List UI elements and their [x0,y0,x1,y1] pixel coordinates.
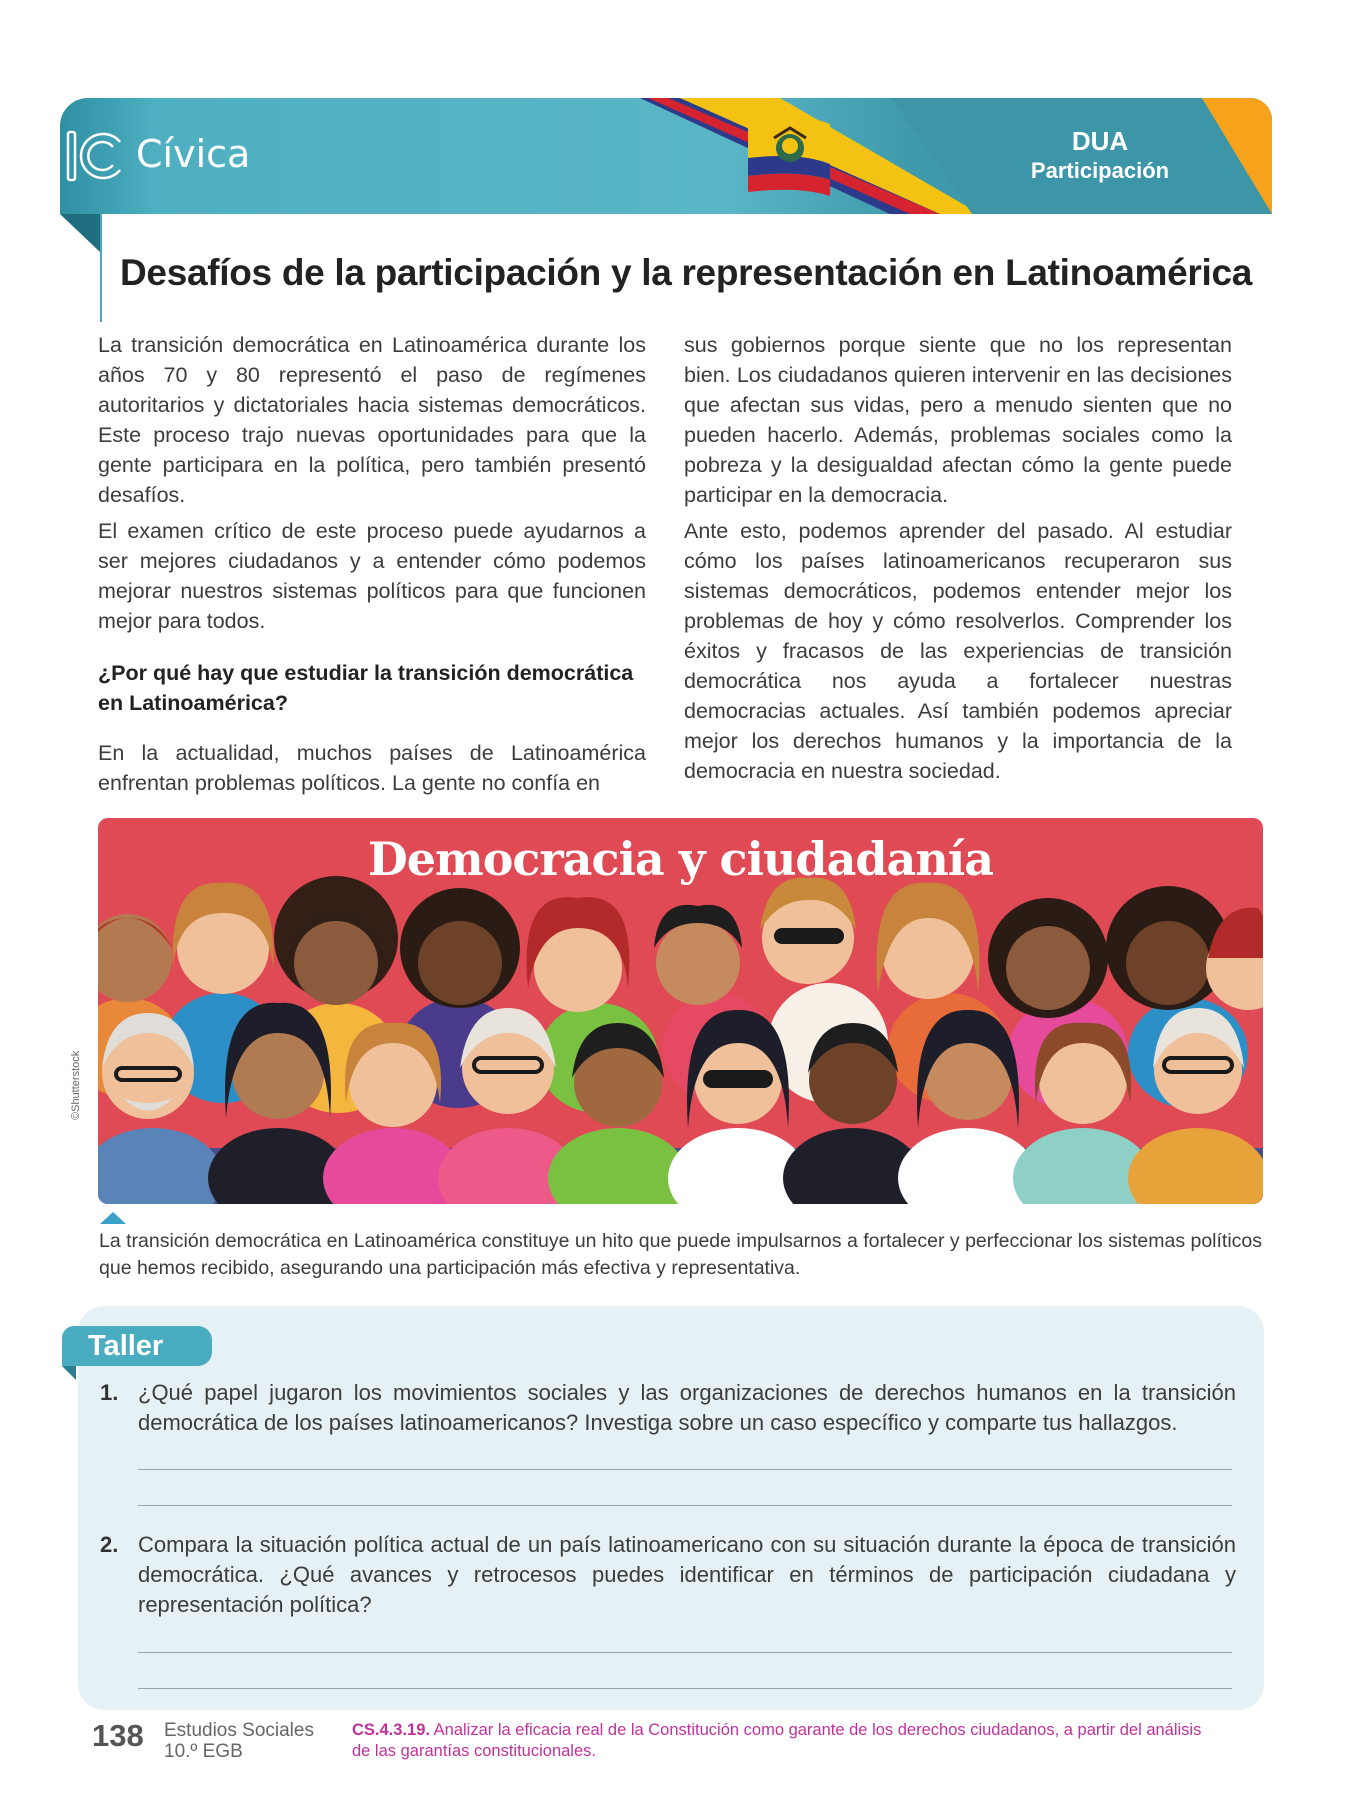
paragraph: sus gobiernos porque siente que no los representan bien. Los ciudadanos quieren intervenir en las decisiones que afectan sus vidas, pero a menudo sienten que no pueden hacerlo. Además, problemas sociales como la pobreza y la desigualdad afectan cómo la gente puede participar en la democracia. [684,333,1232,507]
taller-box [78,1306,1264,1710]
answer-line[interactable] [138,1652,1232,1653]
democracy-illustration [98,818,1263,1204]
ic-logo-icon [64,126,126,186]
page-title: Desafíos de la participación y la representación en Latinoamérica [120,252,1253,293]
figure-caption: La transición democrática en Latinoamérica constituye un hito que puede impulsarnos a fortalecer y perfeccionar los sistemas políticos que hemos recibido, asegurando una participación más efectiva y representativa. [99,1230,1263,1279]
figure-title: Democracia y ciudadanía [367,832,994,886]
standard-text: Analizar la eficacia real de la Constitución como garante de los derechos ciudadanos, a partir del análisis de las garantías constitucionales. [352,1721,1202,1760]
dua-badge-title: DUA [1071,126,1129,156]
taller-tab-fold [62,1366,76,1380]
book-title: Estudios Sociales [164,1720,314,1741]
paragraph: En la actualidad, muchos países de Latinoamérica enfrentan problemas políticos. La gente no confía en [98,741,646,795]
answer-line[interactable] [138,1505,1232,1506]
section-header [60,98,1272,214]
right-column [684,330,1232,792]
answer-line[interactable] [138,1469,1232,1470]
answer-line[interactable] [138,1688,1232,1689]
paragraph: La transición democrática en Latinoamérica durante los años 70 y 80 representó el paso de regímenes autoritarios y dictatoriales hacia sistemas democráticos. Este proceso trajo nuevas oportunidades para que la gente participara en la política, pero también presentó desafíos. [98,333,646,507]
dua-badge-subtitle: Participación [1030,158,1170,183]
question-2 [100,1530,1236,1620]
curriculum-standard [352,1720,1212,1762]
question-text: Compara la situación política actual de un país latinoamericano con su situación durante la época de transición democrática. ¿Qué avances y retrocesos puedes identificar en términos de participación ciudadana y representación política? [138,1532,1236,1617]
question-1 [100,1378,1236,1438]
caption-arrow-icon [100,1212,126,1224]
paragraph: Ante esto, podemos aprender del pasado. Al estudiar cómo los países latinoamericanos recuperaron sus sistemas democráticos, podemos entender mejor los problemas de hoy y cómo resolverlos. Comprender los éxitos y fracasos de las experiencias de transición democrática nos ayuda a fortalecer nuestras democracias actuales. Así también podemos apreciar mejor los derechos humanos y la importancia de la democracia en nuestra sociedad. [684,519,1232,783]
left-column [98,330,646,804]
standard-code: CS.4.3.19. [352,1721,430,1739]
header-fold [60,214,100,252]
paragraph: El examen crítico de este proceso puede ayudarnos a ser mejores ciudadanos y a entender cómo podemos mejorar nuestros sistemas políticos para que funcionen mejor para todos. [98,519,646,633]
book-info [164,1720,314,1762]
question-number: 2. [100,1532,119,1557]
question-text: ¿Qué papel jugaron los movimientos sociales y las organizaciones de derechos humanos en la transición democrática de los países latinoamericanos? Investiga sobre un caso específico y comparte tus hallazgos. [138,1380,1236,1435]
section-title: Cívica [136,132,251,176]
question-number: 1. [100,1380,119,1405]
subheading: ¿Por qué hay que estudiar la transición democrática en Latinoamérica? [98,661,634,715]
book-grade: 10.º EGB [164,1741,243,1762]
page-number: 138 [92,1718,144,1753]
title-rule [100,214,102,322]
taller-label: Taller [88,1330,164,1362]
image-credit: ©Shutterstock [70,1050,82,1120]
